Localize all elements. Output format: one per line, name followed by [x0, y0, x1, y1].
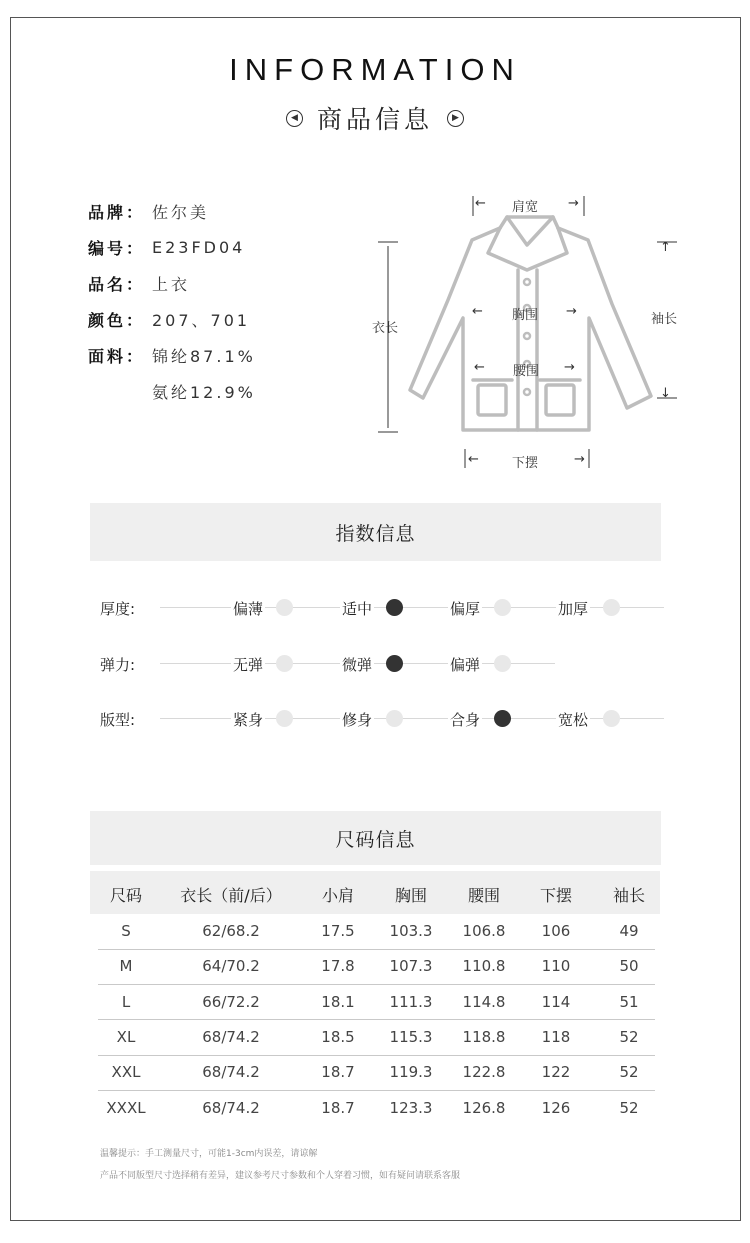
- info-value: 锦纶87.1%: [152, 346, 256, 366]
- table-cell: 68/74.2: [202, 1027, 260, 1046]
- info-row-name: [88, 272, 190, 294]
- row-divider: [98, 1055, 655, 1056]
- table-cell: XXXL: [106, 1098, 146, 1117]
- row-divider: [98, 984, 655, 985]
- option-dot: [603, 599, 620, 616]
- jacket-illustration: [360, 190, 700, 480]
- table-cell: 114.8: [462, 992, 506, 1011]
- table-cell: 114: [541, 992, 571, 1011]
- table-cell: 119.3: [389, 1063, 433, 1082]
- info-row-brand: [88, 200, 209, 222]
- option-loose: 宽松: [558, 711, 589, 729]
- col-header: 下摆: [539, 886, 573, 905]
- option-dot: [494, 599, 511, 616]
- table-cell: 107.3: [389, 957, 433, 976]
- col-header: 小肩: [321, 886, 355, 905]
- table-cell: 123.3: [389, 1098, 433, 1117]
- row-divider: [98, 1019, 655, 1020]
- table-cell: 52: [619, 1027, 639, 1046]
- label-hem: 下摆: [512, 456, 539, 471]
- option-regular: 合身: [450, 711, 481, 729]
- table-cell: 122.8: [462, 1063, 506, 1082]
- info-row-code: [88, 236, 245, 258]
- sleeve-arrow-down: ↓: [660, 386, 671, 401]
- info-value: 氨纶12.9%: [152, 382, 256, 402]
- info-row-fabric-2: [88, 380, 256, 402]
- table-cell: 106.8: [462, 922, 506, 940]
- index-label-fit: 版型:: [100, 711, 136, 729]
- label-shoulder: 肩宽: [512, 200, 539, 215]
- option-dot: [603, 710, 620, 727]
- table-cell: 49: [619, 922, 639, 940]
- table-cell: 122: [541, 1063, 571, 1082]
- table-cell: 51: [619, 992, 639, 1011]
- option-dot-selected: [386, 599, 403, 616]
- info-key: 品名：: [88, 274, 146, 294]
- right-arrow-icon: [447, 110, 464, 127]
- title-chinese-row: [0, 100, 750, 136]
- option-dot-selected: [494, 710, 511, 727]
- chest-arrow-left: ←: [472, 304, 483, 319]
- table-cell: L: [121, 992, 131, 1011]
- option-dot: [276, 655, 293, 672]
- table-cell: 17.8: [321, 957, 355, 976]
- table-cell: 64/70.2: [202, 957, 260, 976]
- label-chest: 胸围: [512, 308, 539, 323]
- shoulder-arrow-right: →: [568, 196, 579, 211]
- table-cell: 106: [541, 922, 571, 940]
- info-value: 207、701: [152, 310, 251, 330]
- row-divider: [98, 949, 655, 950]
- table-cell: 17.5: [321, 922, 355, 940]
- info-row-fabric: [88, 344, 256, 366]
- option-extra-thick: 加厚: [558, 600, 589, 618]
- option-thick: 偏厚: [450, 600, 481, 618]
- left-arrow-glyph: ◀: [291, 112, 298, 123]
- chest-arrow-right: →: [566, 304, 577, 319]
- table-cell: 18.7: [321, 1063, 355, 1082]
- table-cell: 66/72.2: [202, 992, 260, 1011]
- table-cell: 52: [619, 1098, 639, 1117]
- note-fit-advice: 产品不同版型尺寸选择稍有差异，建议参考尺寸参数和个人穿着习惯，如有疑问请联系客服: [100, 1171, 461, 1181]
- note-measurement: 温馨提示：手工测量尺寸，可能1-3cm内误差，请谅解: [100, 1149, 318, 1159]
- option-dot: [386, 710, 403, 727]
- size-table-header: [90, 871, 660, 914]
- table-cell: 52: [619, 1063, 639, 1082]
- option-tight: 紧身: [233, 711, 264, 729]
- table-cell: 126: [541, 1098, 571, 1117]
- table-cell: 18.7: [321, 1098, 355, 1117]
- info-value: E23FD04: [152, 237, 246, 257]
- option-dot-selected: [386, 655, 403, 672]
- table-cell: XL: [116, 1027, 136, 1046]
- shoulder-arrow-left: ←: [475, 196, 486, 211]
- sleeve-arrow-up: ↑: [660, 240, 671, 255]
- col-header: 尺码: [109, 886, 143, 905]
- table-cell: 110: [541, 957, 571, 976]
- info-row-color: [88, 308, 250, 330]
- table-cell: 68/74.2: [202, 1063, 260, 1082]
- option-dot: [276, 599, 293, 616]
- label-length: 衣长: [372, 321, 399, 336]
- table-cell: 50: [619, 957, 639, 976]
- right-arrow-glyph: ▶: [452, 112, 459, 123]
- title-english: INFORMATION: [229, 52, 521, 87]
- table-cell: 18.1: [321, 992, 355, 1011]
- option-dot: [494, 655, 511, 672]
- table-cell: 110.8: [462, 957, 506, 976]
- title-chinese: 商品信息: [316, 105, 433, 134]
- hem-arrow-left: ←: [468, 452, 479, 467]
- index-label-thickness: 厚度:: [100, 600, 136, 618]
- option-dot: [276, 710, 293, 727]
- hem-arrow-right: →: [574, 452, 585, 467]
- table-cell: 118.8: [462, 1027, 506, 1046]
- option-slight-stretch: 微弹: [342, 656, 373, 674]
- option-no-stretch: 无弹: [233, 656, 264, 674]
- table-cell: M: [119, 957, 133, 976]
- left-arrow-icon: [286, 110, 303, 127]
- option-stretchy: 偏弹: [450, 656, 481, 674]
- table-cell: 111.3: [389, 992, 433, 1011]
- option-slim: 修身: [342, 711, 373, 729]
- col-header: 袖长: [612, 886, 646, 905]
- label-sleeve: 袖长: [651, 312, 678, 327]
- col-header: 胸围: [394, 886, 428, 905]
- table-cell: S: [121, 922, 131, 940]
- table-cell: 115.3: [389, 1027, 433, 1046]
- size-table-body: [90, 914, 660, 1128]
- info-value: 佐尔美: [152, 202, 210, 222]
- label-waist: 腰围: [513, 364, 540, 379]
- index-section-title: 指数信息: [90, 503, 661, 561]
- table-cell: 18.5: [321, 1027, 355, 1046]
- waist-arrow-right: →: [564, 360, 575, 375]
- info-value: 上衣: [152, 274, 191, 294]
- info-key: 颜色：: [88, 310, 146, 330]
- table-cell: 126.8: [462, 1098, 506, 1117]
- table-cell: 62/68.2: [202, 922, 260, 940]
- table-cell: XXL: [111, 1063, 141, 1082]
- table-cell: 118: [541, 1027, 571, 1046]
- size-section-title: 尺码信息: [90, 811, 661, 865]
- col-header: 腰围: [467, 886, 501, 905]
- garment-diagram: [360, 190, 700, 480]
- index-label-elasticity: 弹力:: [100, 656, 136, 674]
- waist-arrow-left: ←: [474, 360, 485, 375]
- info-key: 面料：: [88, 346, 146, 366]
- table-cell: 103.3: [389, 922, 433, 940]
- option-thin: 偏薄: [233, 600, 264, 618]
- info-key: 编号：: [88, 238, 146, 258]
- option-medium: 适中: [342, 600, 373, 618]
- row-divider: [98, 1090, 655, 1091]
- info-key: 品牌：: [88, 202, 146, 222]
- col-header: 衣长（前/后）: [180, 886, 282, 905]
- table-cell: 68/74.2: [202, 1098, 260, 1117]
